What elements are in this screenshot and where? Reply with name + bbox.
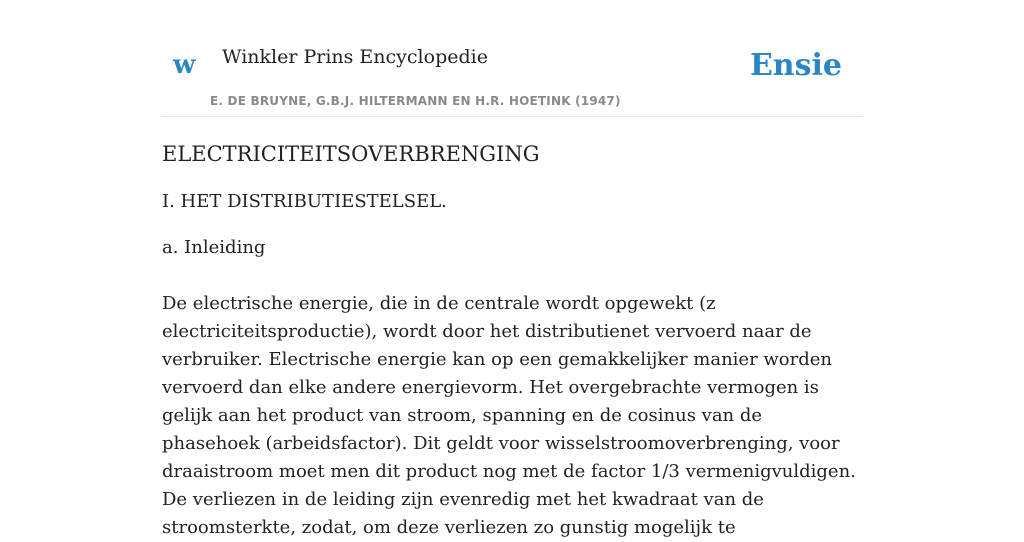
brand-logo[interactable]: Ensie	[749, 48, 842, 83]
article-paragraph: De electrische energie, die in de centrale wordt opgewekt (z electriciteitsproductie), wordt door het distributienet vervoerd naar de verbruiker. Electrische energie kan op een gemakkelijker manier worden vervoerd dan elke andere energievorm. Het overgebrachte vermogen is gelijk aan het product van stroom, spanning en de cosinus van de phasehoek (arbeidsfactor). Dit geldt voor wisselstroomoverbrenging, voor draaistroom moet men dit product nog met de factor 1/3 vermenigvuldigen. De verliezen in de leiding zijn evenredig met het kwadraat van de stroomsterkte, zodat, om deze verliezen zo gunstig mogelijk te	[162, 293, 856, 538]
article-title: ELECTRICITEITSOVERBRENGING	[162, 142, 540, 166]
subsection-heading: a. Inleiding	[162, 237, 266, 258]
section-heading: I. HET DISTRIBUTIESTELSEL.	[162, 191, 447, 212]
site-header	[162, 0, 862, 117]
article-content	[162, 138, 862, 542]
site-logo[interactable]: w	[173, 50, 196, 80]
authors-line: E. DE BRUYNE, G.B.J. HILTERMANN EN H.R. HOETINK (1947)	[210, 94, 621, 108]
site-title[interactable]: Winkler Prins Encyclopedie	[222, 46, 488, 68]
